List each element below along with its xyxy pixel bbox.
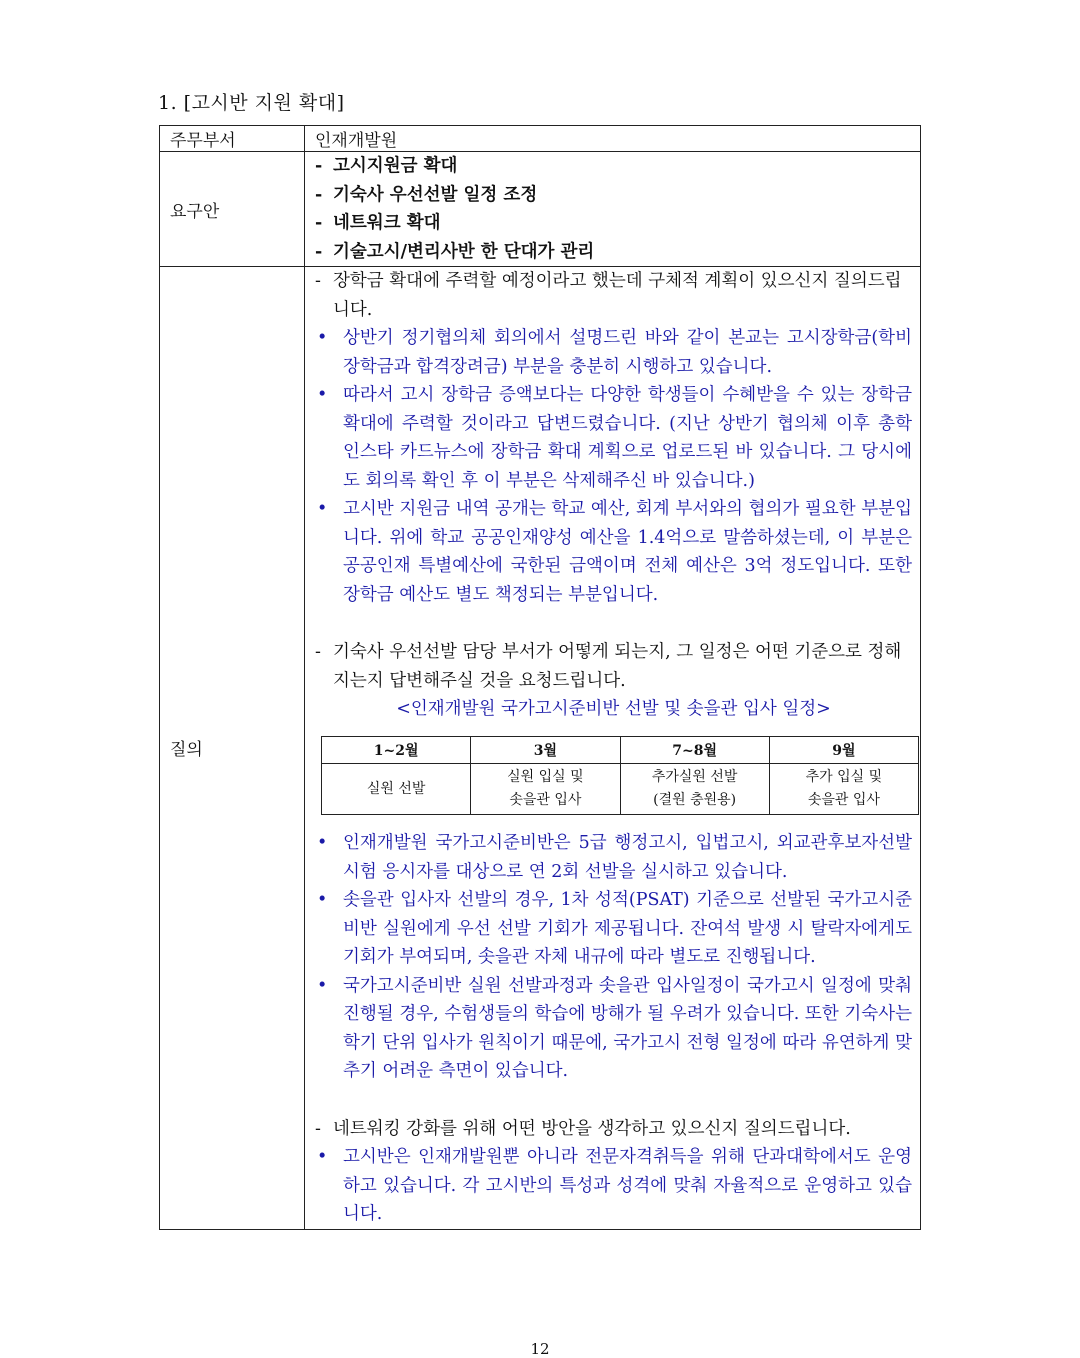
- row-inquiry: [160, 267, 921, 1230]
- page-number: 12: [530, 1340, 550, 1358]
- question-1: - 장학금 확대에 주력할 예정이라고 했는데 구체적 계획이 있으신지 질의드립니다.: [315, 271, 902, 320]
- question-2: - 기숙사 우선선발 담당 부서가 어떻게 되는지, 그 일정은 어떤 기준으로 정해지는지 답변해주실 것을 요청드립니다.: [315, 642, 902, 691]
- schedule-cell: 실원 입실 및 솟을관 입사: [471, 764, 620, 815]
- question-3: - 네트워킹 강화를 위해 어떤 방안을 생각하고 있으신지 질의드립니다.: [315, 1118, 851, 1139]
- info-table: [159, 125, 921, 1230]
- inquiry-content: [305, 267, 921, 1230]
- row-requests: [160, 152, 921, 267]
- schedule-table: [321, 736, 919, 815]
- requests-list: [305, 152, 921, 267]
- schedule-header: 3월: [471, 737, 620, 764]
- answer-bullet: • 상반기 정기협의체 회의에서 설명드린 바와 같이 본교는 고시장학금(학비장학금과 합격장려금) 부분을 충분히 시행하고 있습니다.: [317, 328, 912, 377]
- schedule-cell: 추가실원 선발 (결원 충원용): [620, 764, 769, 815]
- answer-bullet: • 솟을관 입사자 선발의 경우, 1차 성적(PSAT) 기준으로 선발된 국가고시준비반 실원에게 우선 선발 기회가 제공됩니다. 잔여석 발생 시 탈락자에게도 기회가 부여되며, 솟을관 자체 내규에 따라 별도로 진행됩니다.: [317, 890, 912, 967]
- request-item: - 네트워크 확대: [315, 213, 441, 233]
- request-item: - 고시지원금 확대: [315, 156, 458, 176]
- answer-bullet: • 따라서 고시 장학금 증액보다는 다양한 학생들이 수혜받을 수 있는 장학금 확대에 주력할 것이라고 답변드렸습니다. (지난 상반기 협의체 이후 총학 인스타 카드뉴스에 장학금 확대 계획으로 업로드된 바 있습니다. 그 당시에도 회의록 확인 후 이 부분은 삭제해주신 바 있습니다.): [317, 385, 912, 491]
- requests-label: 요구안: [160, 152, 305, 267]
- answer-bullet: • 고시반은 인재개발원뿐 아니라 전문자격취득을 위해 단과대학에서도 운영하고 있습니다. 각 고시반의 특성과 성격에 맞춰 자율적으로 운영하고 있습니다.: [317, 1147, 912, 1224]
- schedule-cell: 추가 입실 및 솟을관 입사: [769, 764, 918, 815]
- schedule-header: 1~2월: [322, 737, 471, 764]
- schedule-caption: <인재개발원 국가고시준비반 선발 및 솟을관 입사 일정>: [396, 699, 831, 719]
- request-item: - 기술고시/변리사반 한 단대가 관리: [315, 241, 595, 262]
- schedule-header: 9월: [769, 737, 918, 764]
- dept-value: 인재개발원: [305, 126, 921, 152]
- answer-bullet: • 인재개발원 국가고시준비반은 5급 행정고시, 입법고시, 외교관후보자선발시험 응시자를 대상으로 연 2회 선발을 실시하고 있습니다.: [317, 833, 912, 882]
- answer-bullet: • 고시반 지원금 내역 공개는 학교 예산, 회계 부서와의 협의가 필요한 부분입니다. 위에 학교 공공인재양성 예산을 1.4억으로 말씀하셨는데, 이 부분은 공공인재 특별예산에 국한된 금액이며 전체 예산은 3억 정도입니다. 또한 장학금 예산도 별도 책정되는 부분입니다.: [317, 499, 912, 605]
- inquiry-label: 질의: [160, 267, 305, 1230]
- request-item: - 기숙사 우선선발 일정 조정: [315, 184, 538, 205]
- answer-bullet: • 국가고시준비반 실원 선발과정과 솟을관 입사일정이 국가고시 일정에 맞춰 진행될 경우, 수험생들의 학습에 방해가 될 우려가 있습니다. 또한 기숙사는 학기 단위 입사가 원칙이기 때문에, 국가고시 전형 일정에 따라 유연하게 맞추기 어려운 측면이 있습니다.: [317, 975, 912, 1081]
- row-department: [160, 126, 921, 152]
- schedule-cell: 실원 선발: [322, 764, 471, 815]
- schedule-header: 7~8월: [620, 737, 769, 764]
- dept-label: 주무부서: [160, 126, 305, 152]
- section-heading: 1. [고시반 지원 확대]: [158, 92, 345, 114]
